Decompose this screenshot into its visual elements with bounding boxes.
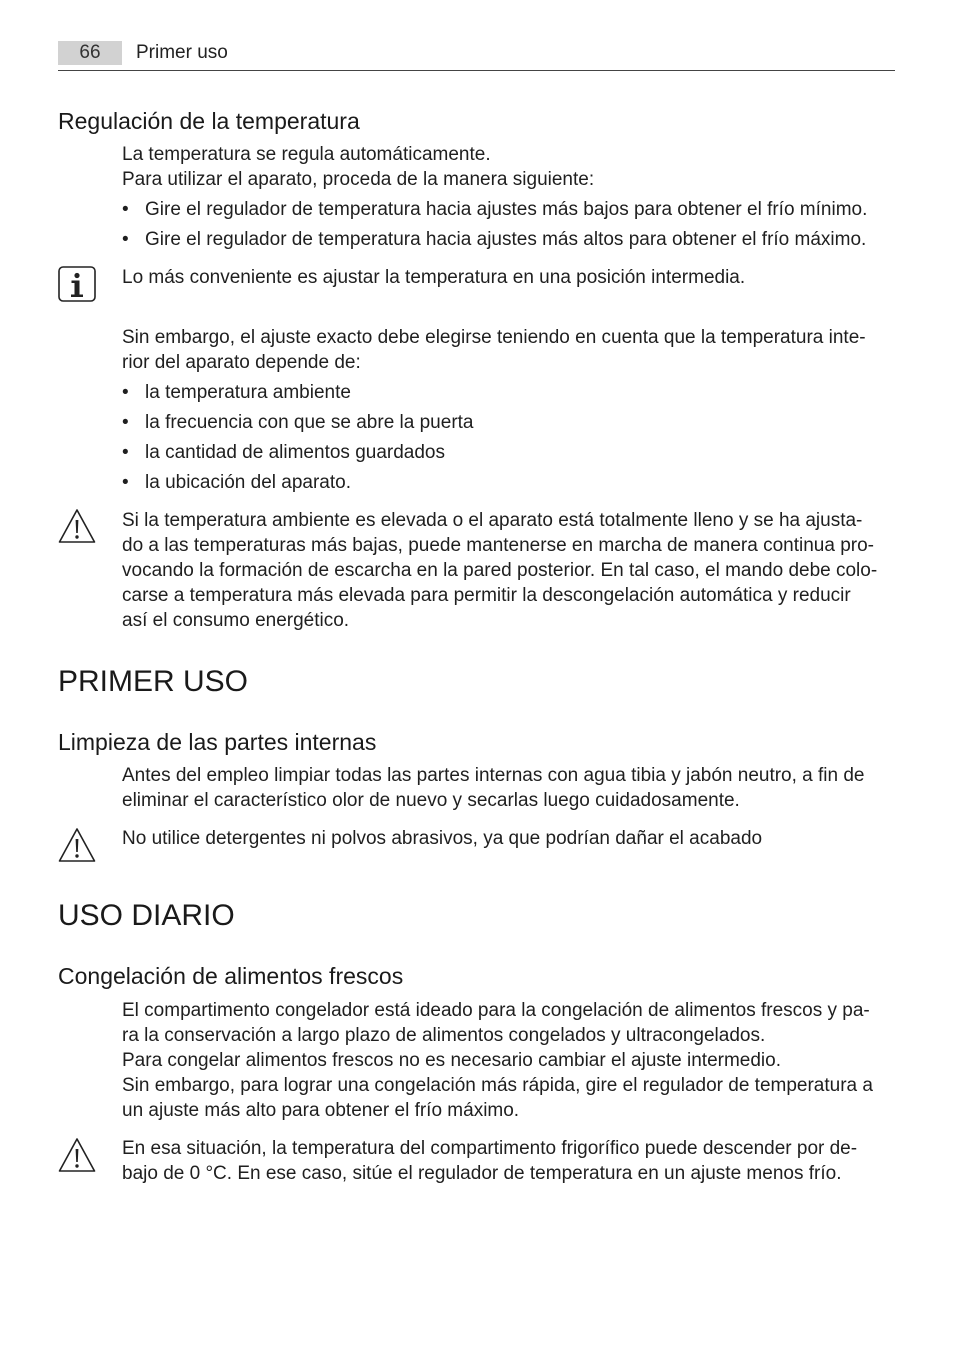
cleaning-text [122,763,894,813]
bullet-point: • [122,472,129,493]
text-line: carse a temperatura más elevada para permitir la descongelación automática y reducir [122,585,851,606]
text-line: El compartimento congelador está ideado para la congelación de alimentos frescos y pa- [122,1000,870,1021]
header-section-title: Primer uso [136,42,228,63]
bullet-point: • [122,382,129,403]
bullet-point: • [122,412,129,433]
text-line: así el consumo energético. [122,610,350,631]
cleaning-warning [122,826,894,851]
heading-cleaning-internal: Limpieza de las partes internas [58,729,377,755]
text-line: un ajuste más alto para obtener el frío máximo. [122,1100,520,1121]
heading-primer-uso: PRIMER USO [58,665,249,698]
text-line: bajo de 0 °C. En ese caso, sitúe el regulador de temperatura en un ajuste menos frío. [122,1163,842,1184]
warning-icon [57,826,97,864]
page-number: 66 [58,41,122,65]
list-item-text: Gire el regulador de temperatura hacia ajustes más altos para obtener el frío máximo. [145,229,867,250]
text-line: do a las temperaturas más bajas, puede mantenerse en marcha de manera continua pro- [122,535,874,556]
heading-uso-diario: USO DIARIO [58,899,235,932]
page-header [58,41,895,71]
list-item-text: Gire el regulador de temperatura hacia ajustes más bajos para obtener el frío mínimo. [145,199,868,220]
freezing-warning [122,1136,894,1186]
bullet-point: • [122,442,129,463]
warning-icon [57,507,97,545]
text-line: No utilice detergentes ni polvos abrasivos, ya que podrían dañar el acabado [122,828,763,849]
text-line: Sin embargo, el ajuste exacto debe elegirse teniendo en cuenta que la temperatura inte- [122,327,866,348]
text-line: Lo más conveniente es ajustar la temperatura en una posición intermedia. [122,267,746,288]
temperature-intro [122,142,894,192]
text-line: ra la conservación a largo plazo de alimentos congelados y ultracongelados. [122,1025,766,1046]
list-item-text: la temperatura ambiente [145,382,351,403]
text-line: En esa situación, la temperatura del compartimento frigorífico puede descender por de- [122,1138,858,1159]
info-icon [57,265,97,303]
text-line: rior del aparato depende de: [122,352,361,373]
info-note [122,265,894,290]
text-line: vocando la formación de escarcha en la pared posterior. En tal caso, el mando debe colo- [122,560,878,581]
temperature-depends-text [122,325,894,375]
text-line: eliminar el característico olor de nuevo y secarlas luego cuidadosamente. [122,790,740,811]
bullet-point: • [122,229,129,250]
temperature-warning [122,508,894,633]
list-item-text: la frecuencia con que se abre la puerta [145,412,474,433]
heading-temperature-regulation: Regulación de la temperatura [58,108,360,134]
bullet-point: • [122,199,129,220]
list-item-text: la cantidad de alimentos guardados [145,442,445,463]
list-item-text: la ubicación del aparato. [145,472,351,493]
text-line: Si la temperatura ambiente es elevada o el aparato está totalmente lleno y se ha ajusta- [122,510,863,531]
text-line: Para congelar alimentos frescos no es necesario cambiar el ajuste intermedio. [122,1050,781,1071]
heading-freezing-fresh-food: Congelación de alimentos frescos [58,963,404,989]
warning-icon [57,1136,97,1174]
text-line: Antes del empleo limpiar todas las partes internas con agua tibia y jabón neutro, a fin de [122,765,865,786]
text-line: Sin embargo, para lograr una congelación más rápida, gire el regulador de temperatura a [122,1075,873,1096]
text-line: La temperatura se regula automáticamente. [122,144,491,165]
text-line: Para utilizar el aparato, proceda de la manera siguiente: [122,169,595,190]
freezing-text [122,998,894,1123]
